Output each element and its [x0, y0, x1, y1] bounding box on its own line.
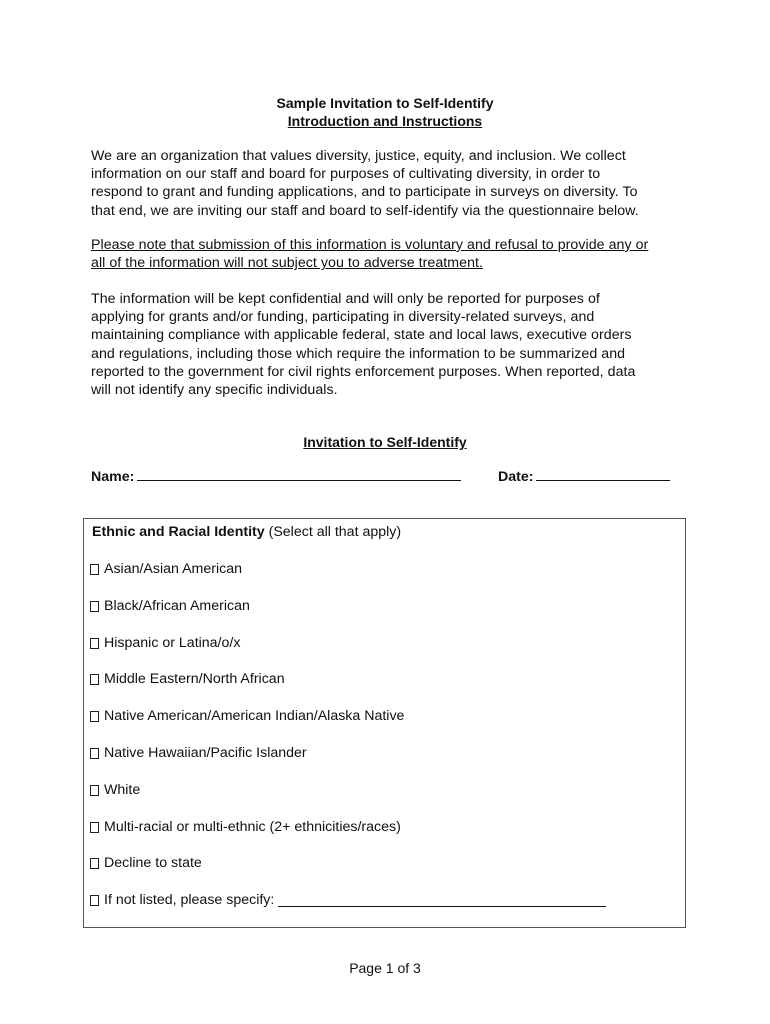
option-decline[interactable]: [90, 855, 202, 871]
option-label: Black/African American: [104, 598, 250, 614]
confidentiality-paragraph: [91, 290, 687, 399]
option-multiracial[interactable]: [90, 819, 401, 835]
date-line[interactable]: [536, 466, 670, 481]
intro-paragraph: [91, 147, 687, 220]
ethnic-identity-box: [83, 518, 686, 928]
page-number: Page 1 of 3: [349, 960, 421, 976]
option-native-american[interactable]: [90, 708, 404, 724]
specify-line[interactable]: [278, 893, 606, 907]
option-hispanic[interactable]: [90, 635, 240, 651]
checkbox-icon[interactable]: [90, 822, 99, 833]
name-date-row: [91, 466, 687, 486]
option-label: Native American/American Indian/Alaska Native: [104, 708, 405, 724]
notice-line: all of the information will not subject you to adverse treatment.: [91, 255, 484, 272]
notice-line: Please note that submission of this information is voluntary and refusal to provide any or: [91, 237, 649, 253]
document-subtitle: Introduction and Instructions: [287, 113, 483, 129]
checkbox-icon[interactable]: [90, 564, 99, 575]
date-label: Date:: [498, 469, 534, 485]
name-label: Name:: [91, 469, 135, 485]
voluntary-notice: [91, 236, 687, 272]
option-label: White: [104, 782, 141, 798]
name-line[interactable]: [137, 466, 461, 481]
checkbox-icon[interactable]: [90, 748, 99, 759]
confidential-line: The information will be kept confidential and will only be reported for purposes of: [91, 291, 600, 307]
confidential-line: and regulations, including those which require the information to be summarized and: [91, 345, 626, 362]
option-middle-eastern[interactable]: [90, 671, 285, 687]
specify-label: If not listed, please specify:: [104, 892, 275, 908]
option-label: Multi-racial or multi-ethnic (2+ ethnicities/races): [104, 819, 401, 835]
option-label: Middle Eastern/North African: [104, 671, 285, 687]
option-label: Native Hawaiian/Pacific Islander: [104, 745, 307, 761]
intro-line: We are an organization that values diversity, justice, equity, and inclusion. We collect: [91, 148, 626, 164]
option-label: Hispanic or Latina/o/x: [104, 635, 241, 651]
option-white[interactable]: [90, 782, 140, 798]
confidential-line: maintaining compliance with applicable federal, state and local laws, executive orders: [91, 327, 632, 344]
option-black[interactable]: [90, 598, 250, 614]
checkbox-icon[interactable]: [90, 895, 99, 906]
option-label: Decline to state: [104, 855, 202, 871]
checkbox-icon[interactable]: [90, 601, 99, 612]
date-field[interactable]: [498, 466, 670, 485]
intro-line: that end, we are inviting our staff and board to self-identify via the questionnaire below.: [91, 202, 639, 219]
checkbox-icon[interactable]: [90, 638, 99, 649]
ethnic-identity-heading: [92, 524, 401, 540]
checkbox-icon[interactable]: [90, 785, 99, 796]
option-not-listed[interactable]: [90, 892, 606, 908]
option-native-hawaiian[interactable]: [90, 745, 307, 761]
intro-line: information on our staff and board for purposes of cultivating diversity, in order to: [91, 166, 601, 183]
option-label: Asian/Asian American: [104, 561, 243, 577]
ethnic-heading-label: Ethnic and Racial Identity: [92, 524, 265, 540]
checkbox-icon[interactable]: [90, 711, 99, 722]
section-title: Invitation to Self-Identify: [303, 434, 467, 450]
checkbox-icon[interactable]: [90, 858, 99, 869]
name-field[interactable]: [91, 466, 461, 485]
checkbox-icon[interactable]: [90, 674, 99, 685]
confidential-line: will not identify any specific individuals.: [91, 382, 338, 399]
option-asian[interactable]: [90, 561, 242, 577]
document-title: Sample Invitation to Self-Identify: [276, 95, 494, 111]
confidential-line: applying for grants and/or funding, participating in diversity-related surveys, and: [91, 309, 595, 326]
ethnic-instruction: (Select all that apply): [268, 524, 402, 540]
confidential-line: reported to the government for civil rights enforcement purposes. When reported, data: [91, 363, 636, 380]
intro-line: respond to grant and funding applications, and to participate in surveys on diversity. To: [91, 184, 638, 201]
